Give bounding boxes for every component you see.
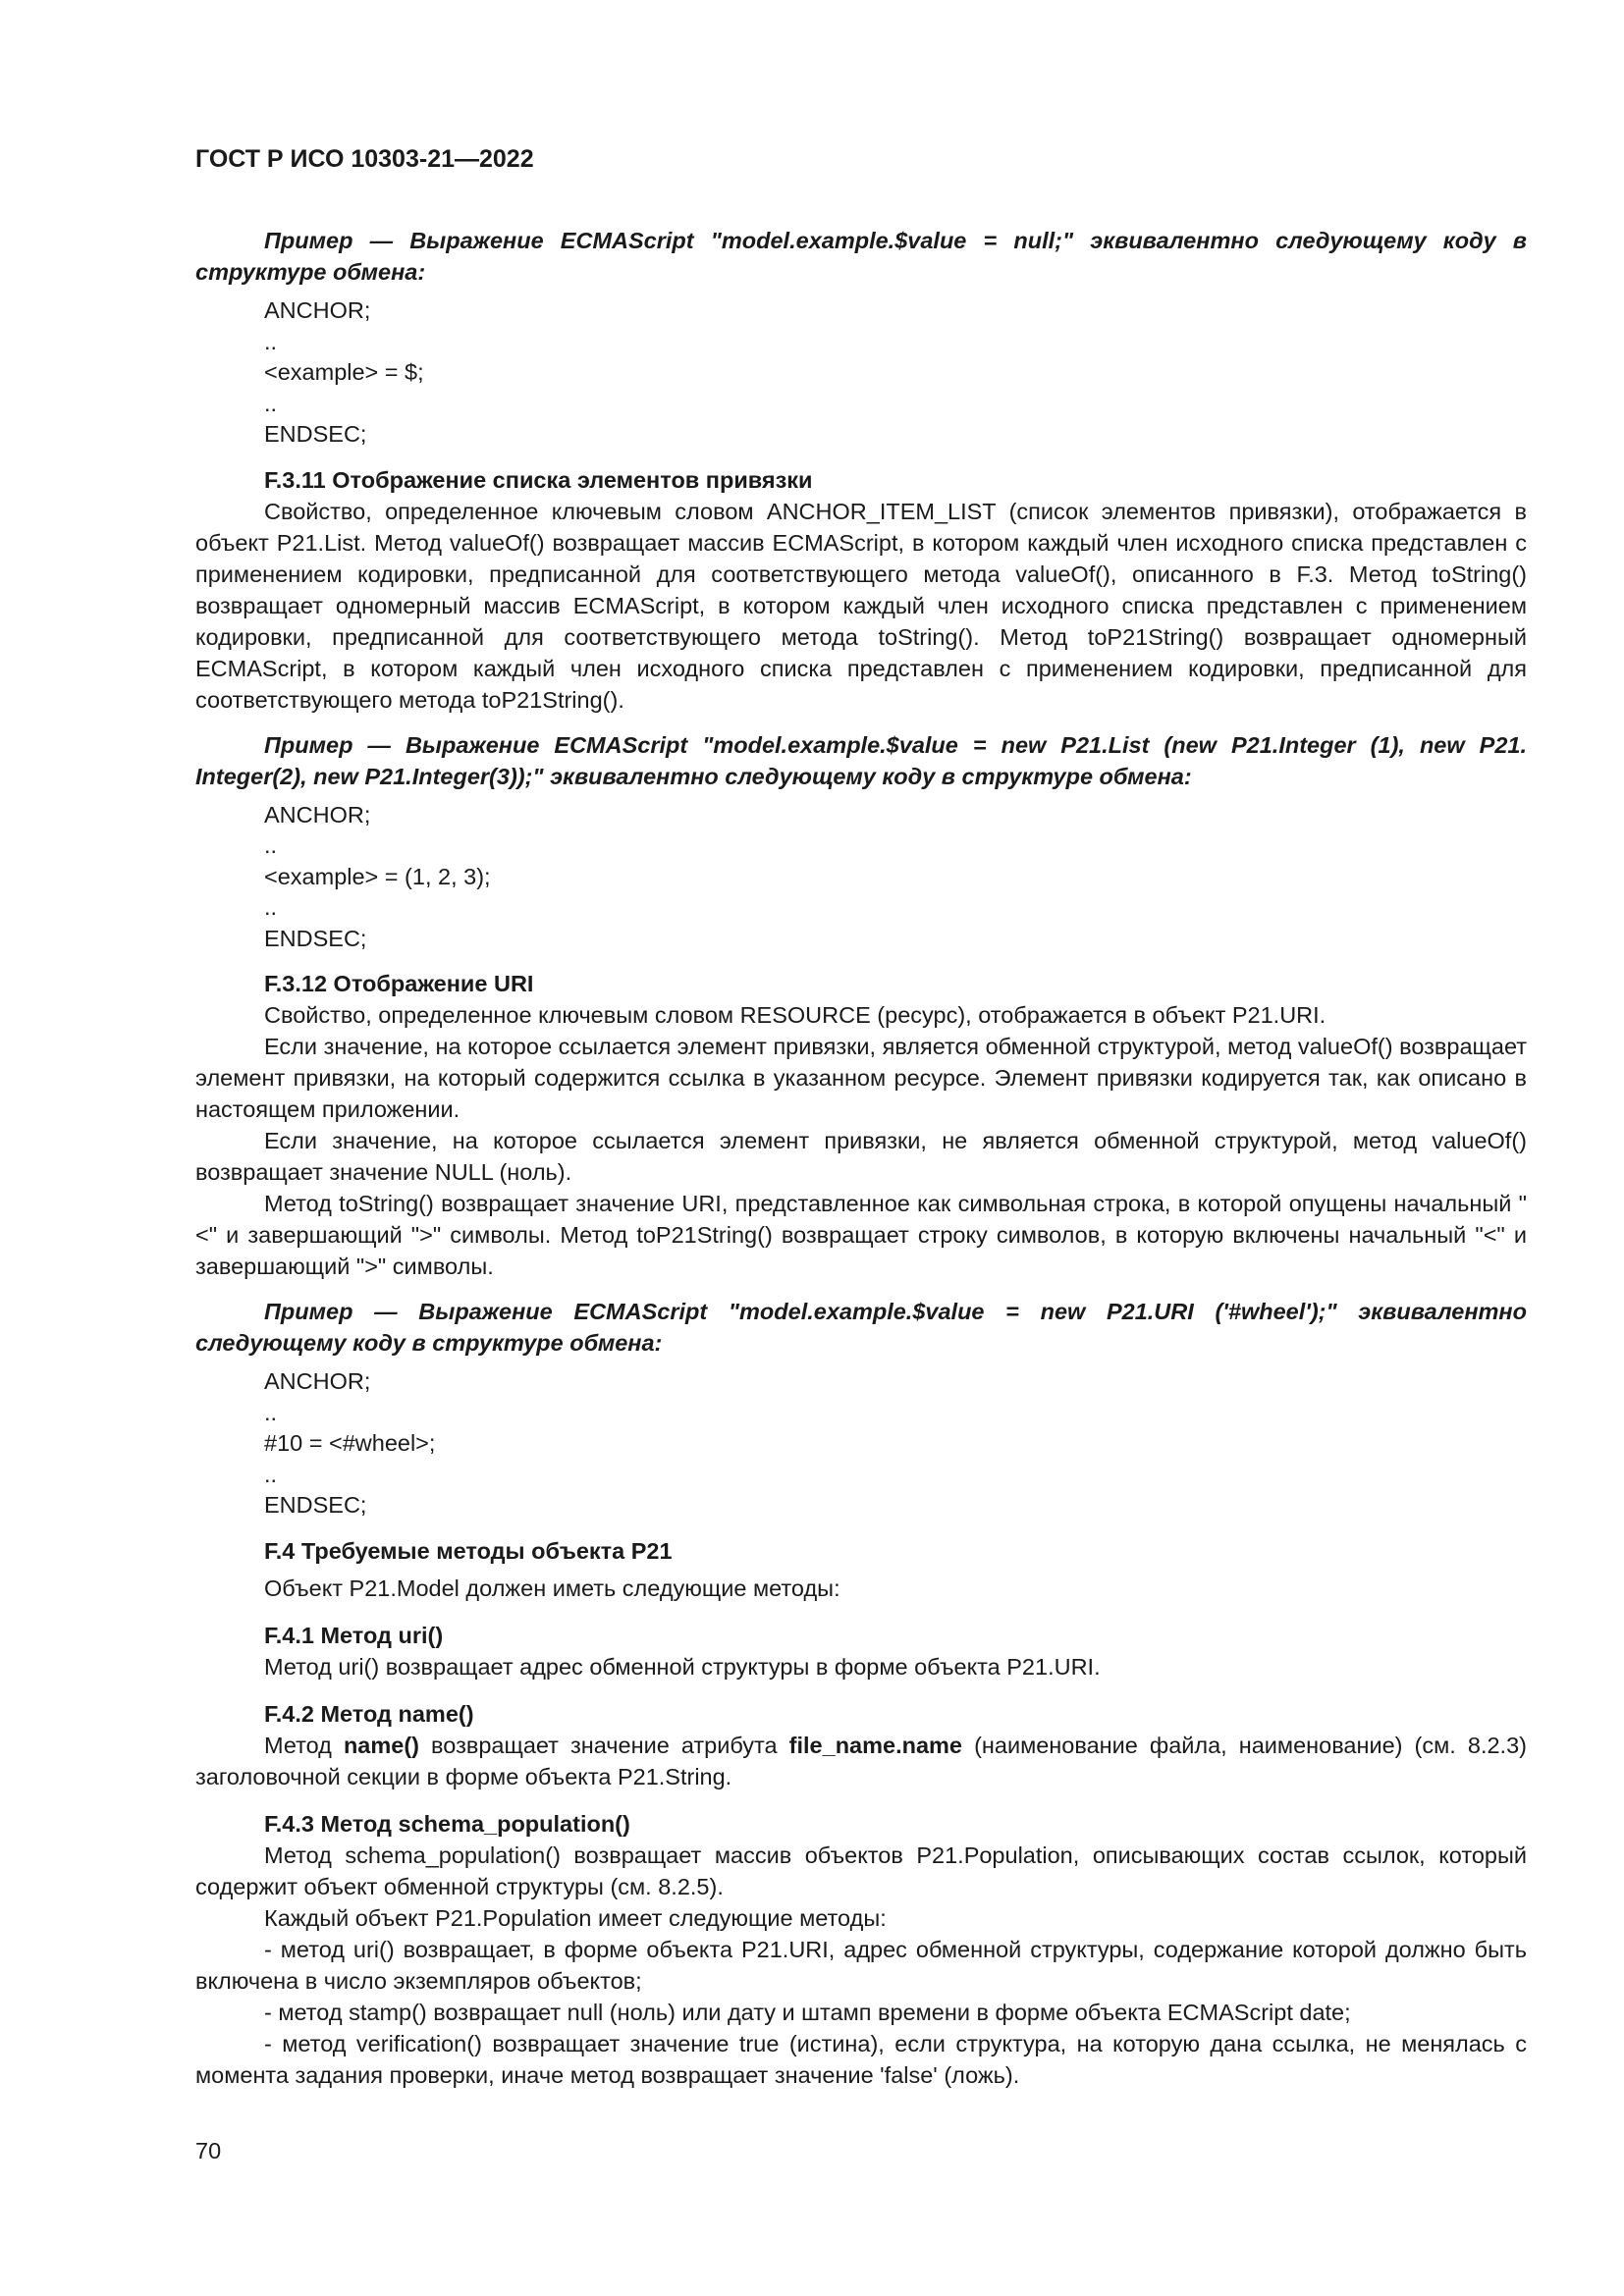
- list-item: - метод stamp() возвращает null (ноль) или дату и штамп времени в форме объекта ECMAScript date;: [264, 1999, 1351, 2025]
- paragraph-f-4-2: [195, 1730, 1527, 1792]
- document-id-header: ГОСТ Р ИСО 10303-21—2022: [195, 145, 534, 173]
- page-number: 70: [195, 2138, 222, 2163]
- paragraph-f-4-3-2: Каждый объект P21.Population имеет следующие методы:: [264, 1904, 887, 1931]
- code-line: ANCHOR;: [264, 801, 371, 828]
- paragraph-f-3-12-1: Свойство, определенное ключевым словом RESOURCE (ресурс), отображается в объект P21.URI.: [264, 1002, 1326, 1028]
- code-line: ..: [264, 1399, 278, 1425]
- code-line: ENDSEC;: [264, 421, 367, 447]
- example-2-text: Пример — Выражение ECMAScript "model.example.$value = new P21.List (new P21.Integer (1), new P21. Integer(2), new P21.Integer(3));" эквивалентно следующему коду в структуре обмена:: [195, 731, 1527, 789]
- text-run: (наименование файла, наименование) (см. 8.2.3) заголовочной секции в форме объекта P21.String.: [195, 1732, 1527, 1789]
- example-2-code: [264, 800, 1527, 955]
- code-line: ENDSEC;: [264, 925, 367, 951]
- code-line: ..: [264, 328, 278, 354]
- document-page: [195, 145, 1527, 2091]
- code-line: ..: [264, 832, 278, 858]
- text-run: возвращает значение атрибута: [419, 1732, 789, 1758]
- heading-f-4-1: F.4.1 Метод uri(): [264, 1622, 444, 1648]
- example-3-text: Пример — Выражение ECMAScript "model.example.$value = new P21.URI ('#wheel');" эквивалентно следующему коду в структуре обмена:: [195, 1299, 1527, 1356]
- code-line: ..: [264, 390, 278, 416]
- heading-f-3-11: F.3.11 Отображение списка элементов привязки: [264, 466, 813, 493]
- example-1-code: [264, 295, 1527, 451]
- paragraph-f-3-12-4: Метод toString() возвращает значение URI, представленное как символьная строка, в которой опущены начальный "<" и завершающий ">" символы. Метод toP21String() возвращает строку символов, в которую включены начальный "<" и завершающий ">" символы.: [195, 1191, 1527, 1279]
- paragraph-f-3-12-3: Если значение, на которое ссылается элемент привязки, не является обменной структурой, метод valueOf() возвращает значение NULL (ноль).: [195, 1128, 1527, 1185]
- paragraph-f-4-3-1: Метод schema_population() возвращает массив объектов P21.Population, описывающих состав ссылок, который содержит объект обменной структуры (см. 8.2.5).: [195, 1842, 1527, 1899]
- code-line: ..: [264, 1461, 278, 1487]
- heading-f-4-3: F.4.3 Метод schema_population(): [264, 1810, 630, 1837]
- code-line: ..: [264, 894, 278, 920]
- paragraph-f-3-11: Свойство, определенное ключевым словом ANCHOR_ITEM_LIST (список элементов привязки), отображается в объект P21.List. Метод valueOf() возвращает массив ECMAScript, в котором каждый член исходного списка представлен с применением кодировки, предписанной для соответствующего метода valueOf(), описанного в F.3. Метод toString() возвращает одномерный массив ECMAScript, в котором каждый член исходного списка представлен с применением кодировки, предписанной для соответствующего метода toString(). Метод toP21String() возвращает одномерный ECMAScript, в котором каждый член исходного списка представлен с применением кодировки, предписанной для соответствующего метода toP21String().: [195, 498, 1527, 713]
- paragraph-f-4: Объект P21.Model должен иметь следующие методы:: [264, 1575, 840, 1601]
- code-line: ANCHOR;: [264, 1368, 371, 1394]
- paragraph-f-3-12-2: Если значение, на которое ссылается элемент привязки, является обменной структурой, метод valueOf() возвращает элемент привязки, на который содержится ссылка в указанном ресурсе. Элемент привязки кодируется так, как описано в настоящем приложении.: [195, 1034, 1527, 1122]
- heading-f-4-2: F.4.2 Метод name(): [264, 1700, 474, 1727]
- bold-attribute-name: file_name.name: [788, 1732, 963, 1758]
- heading-f-3-12: F.3.12 Отображение URI: [264, 971, 534, 996]
- code-line: #10 = <#wheel>;: [264, 1430, 436, 1456]
- list-item: - метод verification() возвращает значение true (истина), если структура, на которую дана ссылка, не менялась с момента задания проверки, иначе метод возвращает значение 'false' (ложь).: [195, 2030, 1527, 2088]
- code-line: <example> = $;: [264, 359, 424, 385]
- bold-method-name: name(): [343, 1732, 419, 1758]
- paragraph-f-4-1: Метод uri() возвращает адрес обменной структуры в форме объекта P21.URI.: [264, 1653, 1101, 1680]
- heading-f-4: F.4 Требуемые методы объекта P21: [264, 1537, 673, 1564]
- example-3-code: [264, 1366, 1527, 1522]
- code-line: ANCHOR;: [264, 297, 371, 323]
- example-1-text: Пример — Выражение ECMAScript "model.example.$value = null;" эквивалентно следующему коду в структуре обмена:: [195, 228, 1527, 285]
- list-item: - метод uri() возвращает, в форме объекта P21.URI, адрес обменной структуры, содержание которой должно быть включена в число экземпляров объектов;: [195, 1936, 1527, 1994]
- code-line: <example> = (1, 2, 3);: [264, 863, 491, 889]
- text-run: Метод: [264, 1732, 344, 1758]
- code-line: ENDSEC;: [264, 1492, 367, 1518]
